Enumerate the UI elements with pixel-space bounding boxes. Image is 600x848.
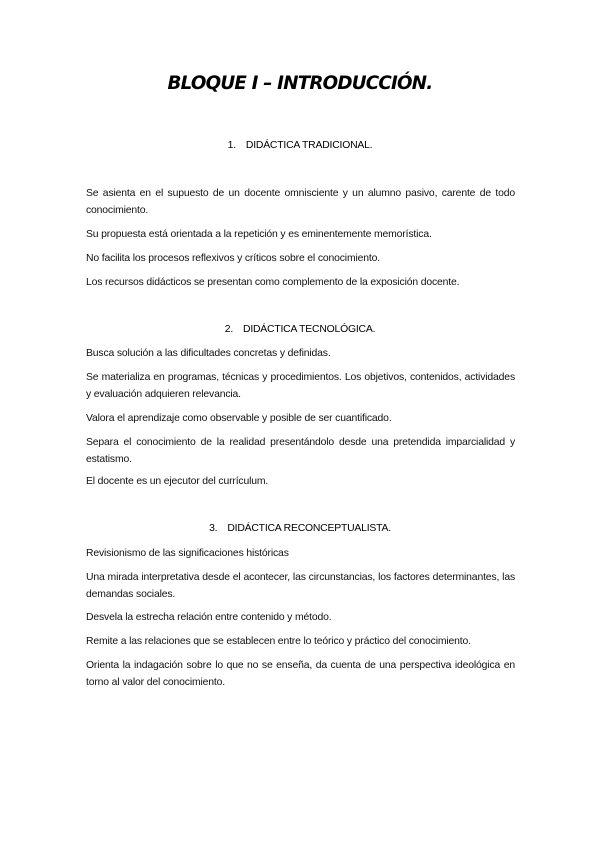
paragraph: Una mirada interpretativa desde el acontecer, las circunstancias, los factores determinantes, las demandas sociales. bbox=[86, 572, 515, 600]
section-title: DIDÁCTICA TECNOLÓGICA. bbox=[243, 324, 376, 335]
paragraph: No facilita los procesos reflexivos y críticos sobre el conocimiento. bbox=[86, 253, 380, 264]
paragraph: Su propuesta está orientada a la repetición y es eminentemente memorística. bbox=[86, 229, 432, 240]
section-number: 3. bbox=[209, 523, 218, 534]
paragraph: Los recursos didácticos se presentan como complemento de la exposición docente. bbox=[86, 277, 460, 288]
section-title: DIDÁCTICA RECONCEPTUALISTA. bbox=[227, 523, 391, 534]
paragraph: Desvela la estrecha relación entre contenido y método. bbox=[86, 612, 332, 623]
paragraph: Remite a las relaciones que se establecen entre lo teórico y práctico del conocimiento. bbox=[86, 636, 471, 647]
section-heading-2 bbox=[0, 324, 600, 335]
paragraph: Busca solución a las dificultades concretas y definidas. bbox=[86, 348, 331, 359]
paragraph: Valora el aprendizaje como observable y posible de ser cuantificado. bbox=[86, 413, 392, 424]
section-heading-1 bbox=[0, 140, 600, 151]
paragraph: Revisionismo de las significaciones históricas bbox=[86, 548, 289, 559]
section-number: 1. bbox=[227, 140, 236, 151]
paragraph: El docente es un ejecutor del currículum. bbox=[86, 476, 269, 487]
paragraph: Orienta la indagación sobre lo que no se enseña, da cuenta de una perspectiva ideológica en torno al valor del conocimiento. bbox=[86, 660, 515, 688]
section-number: 2. bbox=[224, 324, 234, 335]
paragraph: Se materializa en programas, técnicas y procedimientos. Los objetivos, contenidos, actividades y evaluación adquieren relevancia. bbox=[86, 372, 515, 400]
paragraph: Se asienta en el supuesto de un docente omnisciente y un alumno pasivo, carente de todo conocimiento. bbox=[86, 188, 515, 216]
page-title: BLOQUE I – INTRODUCCIÓN. bbox=[167, 72, 433, 94]
section-heading-3 bbox=[0, 523, 600, 534]
section-title: DIDÁCTICA TRADICIONAL. bbox=[245, 140, 373, 151]
paragraph: Separa el conocimiento de la realidad presentándolo desde una pretendida imparcialidad y estatismo. bbox=[86, 437, 515, 465]
